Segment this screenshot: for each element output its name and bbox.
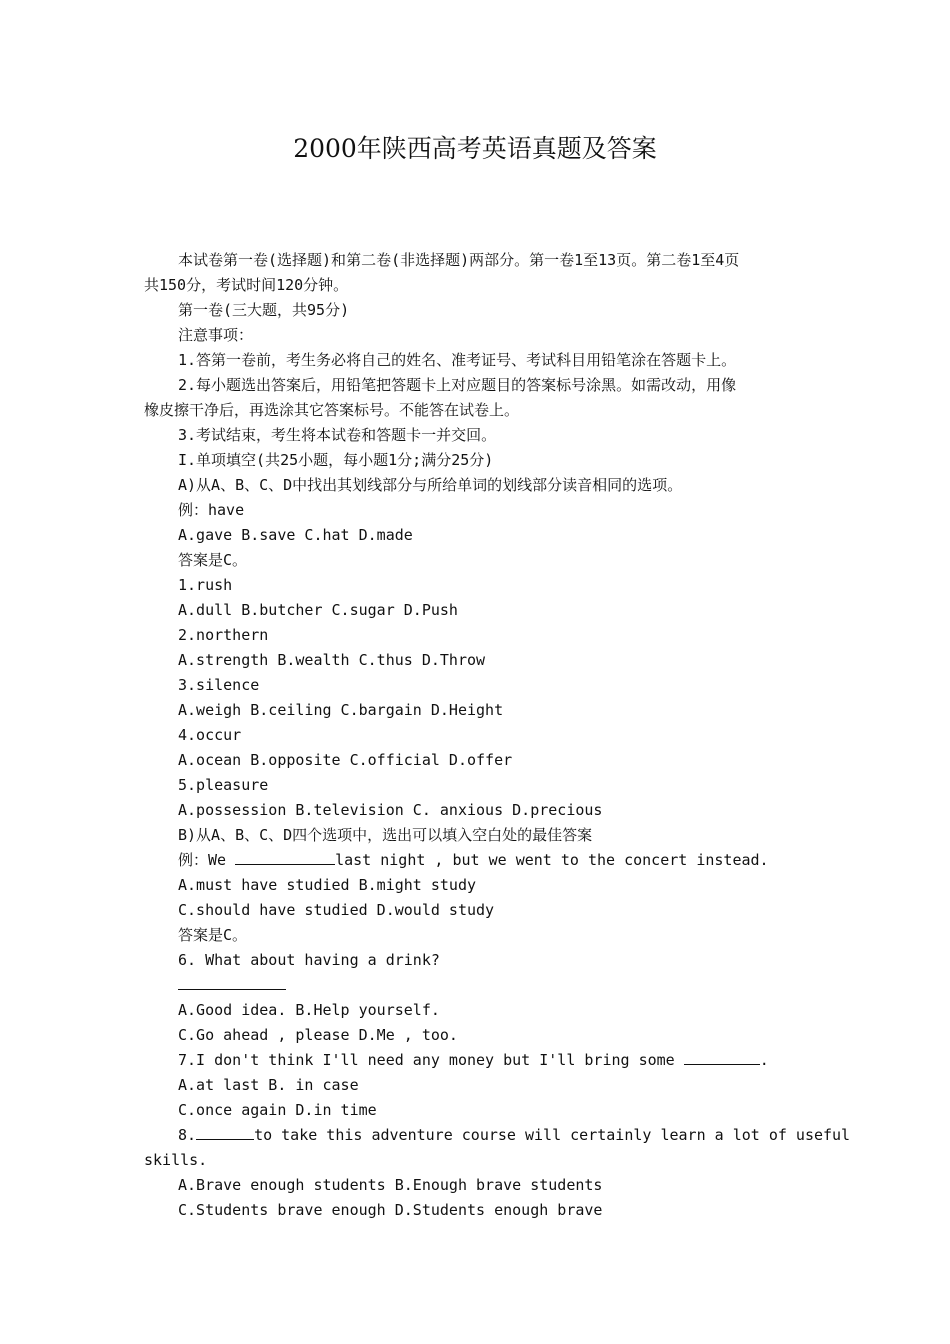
- intro-line-2: 共150分，考试时间120分钟。: [144, 276, 349, 294]
- notice-item-2-cont: 橡皮擦干净后，再选涂其它答案标号。不能答在试卷上。: [144, 401, 520, 419]
- answer-blank: [178, 975, 286, 990]
- question-6-options-1: A.Good idea. B.Help yourself.: [178, 1001, 440, 1019]
- question-8-number: 8.: [178, 1126, 197, 1144]
- question-5-options: A.possession B.television C. anxious D.precious: [178, 801, 603, 819]
- question-1-options: A.dull B.butcher C.sugar D.Push: [178, 601, 458, 619]
- question-7-text: 7.I don't think I'll need any money but I'll bring some: [178, 1051, 684, 1069]
- question-3-options: A.weigh B.ceiling C.bargain D.Height: [178, 701, 504, 719]
- document-body: [144, 248, 851, 1223]
- question-7-end: .: [759, 1051, 769, 1069]
- question-1: 1.rush: [178, 576, 233, 594]
- section-heading: 第一卷(三大题，共95分): [178, 301, 350, 319]
- notice-item-2: 2.每小题选出答案后，用铅笔把答题卡上对应题目的答案标号涂黑。如需改动，用像: [178, 376, 737, 394]
- answer-blank: [235, 850, 335, 865]
- question-4: 4.occur: [178, 726, 242, 744]
- question-2: 2.northern: [178, 626, 269, 644]
- question-8-options-1: A.Brave enough students B.Enough brave students: [178, 1176, 603, 1194]
- example-b-options-2: C.should have studied D.would study: [178, 901, 495, 919]
- question-8-cont: skills.: [144, 1151, 208, 1169]
- question-6-options-2: C.Go ahead , please D.Me , too.: [178, 1026, 458, 1044]
- answer-blank: [196, 1125, 254, 1140]
- question-6-blank-line: [144, 973, 808, 998]
- example-b-options-1: A.must have studied B.might study: [178, 876, 477, 894]
- question-5: 5.pleasure: [178, 776, 269, 794]
- question-2-options: A.strength B.wealth C.thus D.Throw: [178, 651, 486, 669]
- notice-item-1: 1.答第一卷前，考生务必将自己的姓名、准考证号、考试科目用铅笔涂在答题卡上。: [178, 351, 737, 369]
- notice-item-3: 3.考试结束，考生将本试卷和答题卡一并交回。: [178, 426, 497, 444]
- example-word: 例：have: [178, 501, 245, 519]
- notice-heading: 注意事项：: [178, 326, 254, 344]
- question-8: [144, 1123, 851, 1148]
- subpart-b-instruction: B)从A、B、C、D四个选项中，选出可以填入空白处的最佳答案: [178, 826, 593, 844]
- question-7-options-1: A.at last B. in case: [178, 1076, 359, 1094]
- example-b-answer: 答案是C。: [178, 926, 248, 944]
- document-title: 2000年陕西高考英语真题及答案: [293, 134, 657, 163]
- question-7-options-2: C.once again D.in time: [178, 1101, 377, 1119]
- example-b-sentence-end: last night , but we went to the concert instead.: [335, 851, 769, 869]
- example-answer: 答案是C。: [178, 551, 248, 569]
- question-8-options-2: C.Students brave enough D.Students enough brave: [178, 1201, 603, 1219]
- example-b-sentence: [144, 848, 808, 873]
- question-8-text: to take this adventure course will certainly learn a lot of useful: [254, 1126, 851, 1144]
- subpart-a-instruction: A)从A、B、C、D中找出其划线部分与所给单词的划线部分读音相同的选项。: [178, 476, 683, 494]
- intro-line-1: 本试卷第一卷(选择题)和第二卷(非选择题)两部分。第一卷1至13页。第二卷1至4页: [178, 251, 740, 269]
- example-b-sentence-start: 例：We: [178, 851, 236, 869]
- question-4-options: A.ocean B.opposite C.official D.offer: [178, 751, 513, 769]
- part-heading: I.单项填空(共25小题，每小题1分;满分25分): [178, 451, 494, 469]
- question-3: 3.silence: [178, 676, 260, 694]
- question-6: 6. What about having a drink?: [178, 951, 440, 969]
- example-options: A.gave B.save C.hat D.made: [178, 526, 413, 544]
- answer-blank: [684, 1050, 760, 1065]
- question-7: [144, 1048, 808, 1073]
